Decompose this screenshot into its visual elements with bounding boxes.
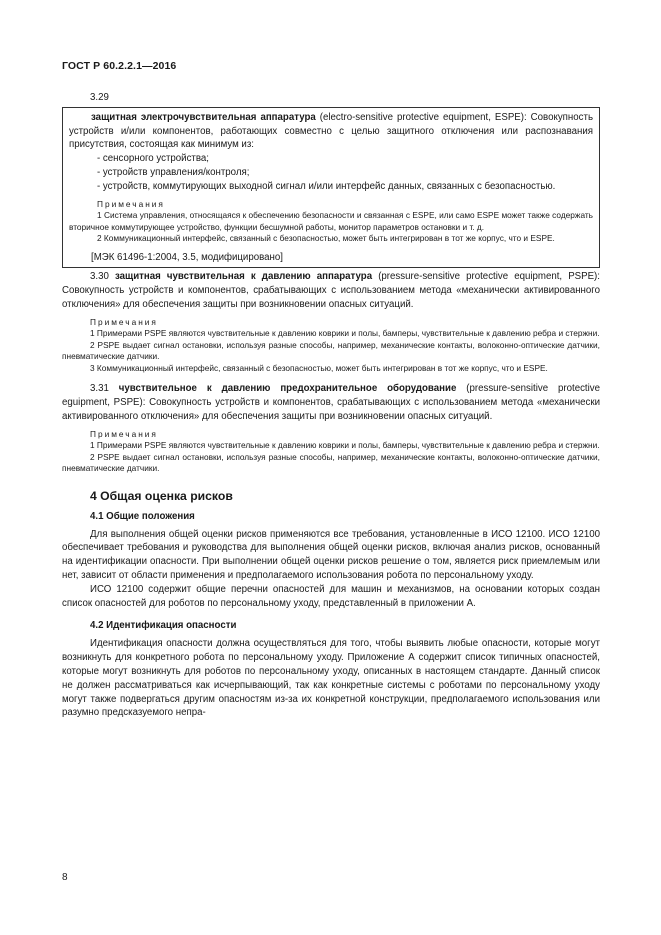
list-item: - устройств, коммутирующих выходной сигнал и/или интерфейс данных, связанных с безопасностью. xyxy=(97,180,593,194)
subsection-heading: 4.2 Идентификация опасности xyxy=(90,620,237,632)
list-item: - сенсорного устройства; xyxy=(97,152,593,166)
definition-3-31: 3.31 чувствительное к давлению предохранительное оборудование (pressure-sensitive protective eguipment, PSPE): Совокупность устройств и компонентов, срабатывающих с использованием метода «механически активированного отключения» для обеспечения защиты при возникновении опасных ситуаций. xyxy=(62,383,600,422)
note: 1 Примерами PSPE являются чувствительные к давлению коврики и полы, бамперы, чувствительные к давлению ребра и стержни. xyxy=(90,440,600,451)
section-heading: 4 Общая оценка рисков xyxy=(90,488,233,503)
page-content xyxy=(62,91,600,720)
page-number: 8 xyxy=(62,872,68,883)
note: 3 Коммуникационный интерфейс, связанный с безопасностью, может быть интегрирован в тот же корпус, что и ESPE. xyxy=(90,362,548,373)
paragraph: ИСО 12100 содержит общие перечни опасностей для машин и механизмов, на основании которых создан список опасностей для роботов по персональному уходу, представленный в приложении А. xyxy=(62,583,600,609)
standard-header: ГОСТ Р 60.2.2.1—2016 xyxy=(62,60,177,72)
note: 2 PSPE выдает сигнал остановки, используя разные способы, например, механические контакты, волоконно-оптические датчики, пневматические датчики. xyxy=(62,339,600,362)
source-reference: [МЭК 61496-1:2004, 3.5, модифицировано] xyxy=(91,251,283,263)
definition-box-3-29 xyxy=(62,107,600,269)
notes-heading: Примечания xyxy=(97,198,165,209)
term: защитная электрочувствительная аппаратура xyxy=(91,111,316,123)
note: 2 Коммуникационный интерфейс, связанный с безопасностью, может быть интегрирован в тот же корпус, что и ESPE. xyxy=(97,233,555,244)
note: 2 PSPE выдает сигнал остановки, используя разные способы, например, механические контакты, волоконно-оптические датчики, пневматические датчики. xyxy=(62,451,600,474)
notes-heading: Примечания xyxy=(90,428,158,439)
term: чувствительное к давлению предохранительное оборудование xyxy=(118,383,457,395)
paragraph: Идентификация опасности должна осуществляться для того, чтобы выявить любые опасности, которые могут возникнуть для конкретного робота по персональному уходу. Приложение А содержит список типичных опасностей, которые могут возникнуть для роботов по персональному уходу, описанных в настоящем стандарте. Данный список не должен рассматриваться как исчерпывающий, так как конкретные системы с роботами по персональному уходу могут также подвергаться другим опасностям из-за их конкретной конструкции, предполагаемого использования или разумно предсказуемого непра- xyxy=(62,638,600,719)
subsection-heading: 4.1 Общие положения xyxy=(90,510,195,522)
definition-3-30: 3.30 защитная чувствительная к давлению аппаратура (pressure-sensitive protective equipment, PSPE): Совокупность устройств и компонентов, срабатывающих с использованием метода «механически активированного отключения» для обеспечения защиты при возникновении опасных ситуаций. xyxy=(62,271,600,310)
definition-text: защитная электрочувствительная аппаратура (electro-sensitive protective equipment, ESPE): Совокупность устройств и/или компонентов, работающих совместно с целью защитного отключения или распознавания присутствия, состоящая как минимум из: xyxy=(69,111,593,151)
note: 1 Примерами PSPE являются чувствительные к давлению коврики и полы, бамперы, чувствительные к давлению ребра и стержни. xyxy=(90,328,600,339)
list-item: - устройств управления/контроля; xyxy=(97,166,593,180)
def-number-3-29: 3.29 xyxy=(90,92,109,103)
note: 1 Система управления, относящаяся к обеспечению безопасности и связанная с ESPE, или само ESPE может также содержать вторичное коммутирующее устройство, функции бесшумной работы, монитор параметров остановки и т. д. xyxy=(69,210,593,232)
term: защитная чувствительная к давлению аппаратура xyxy=(114,271,373,283)
paragraph: Для выполнения общей оценки рисков применяются все требования, установленные в ИСО 12100. ИСО 12100 обеспечивает требования и руководства для выполнения общей оценки рисков, включая анализ рисков, основанный на идентификации опасности. При выполнении общей оценки рисков решение о том, является риск приемлемым или нет, зависит от области применения и предполагаемого использования робота по персональному уходу. xyxy=(62,528,600,582)
notes-heading: Примечания xyxy=(90,316,158,327)
